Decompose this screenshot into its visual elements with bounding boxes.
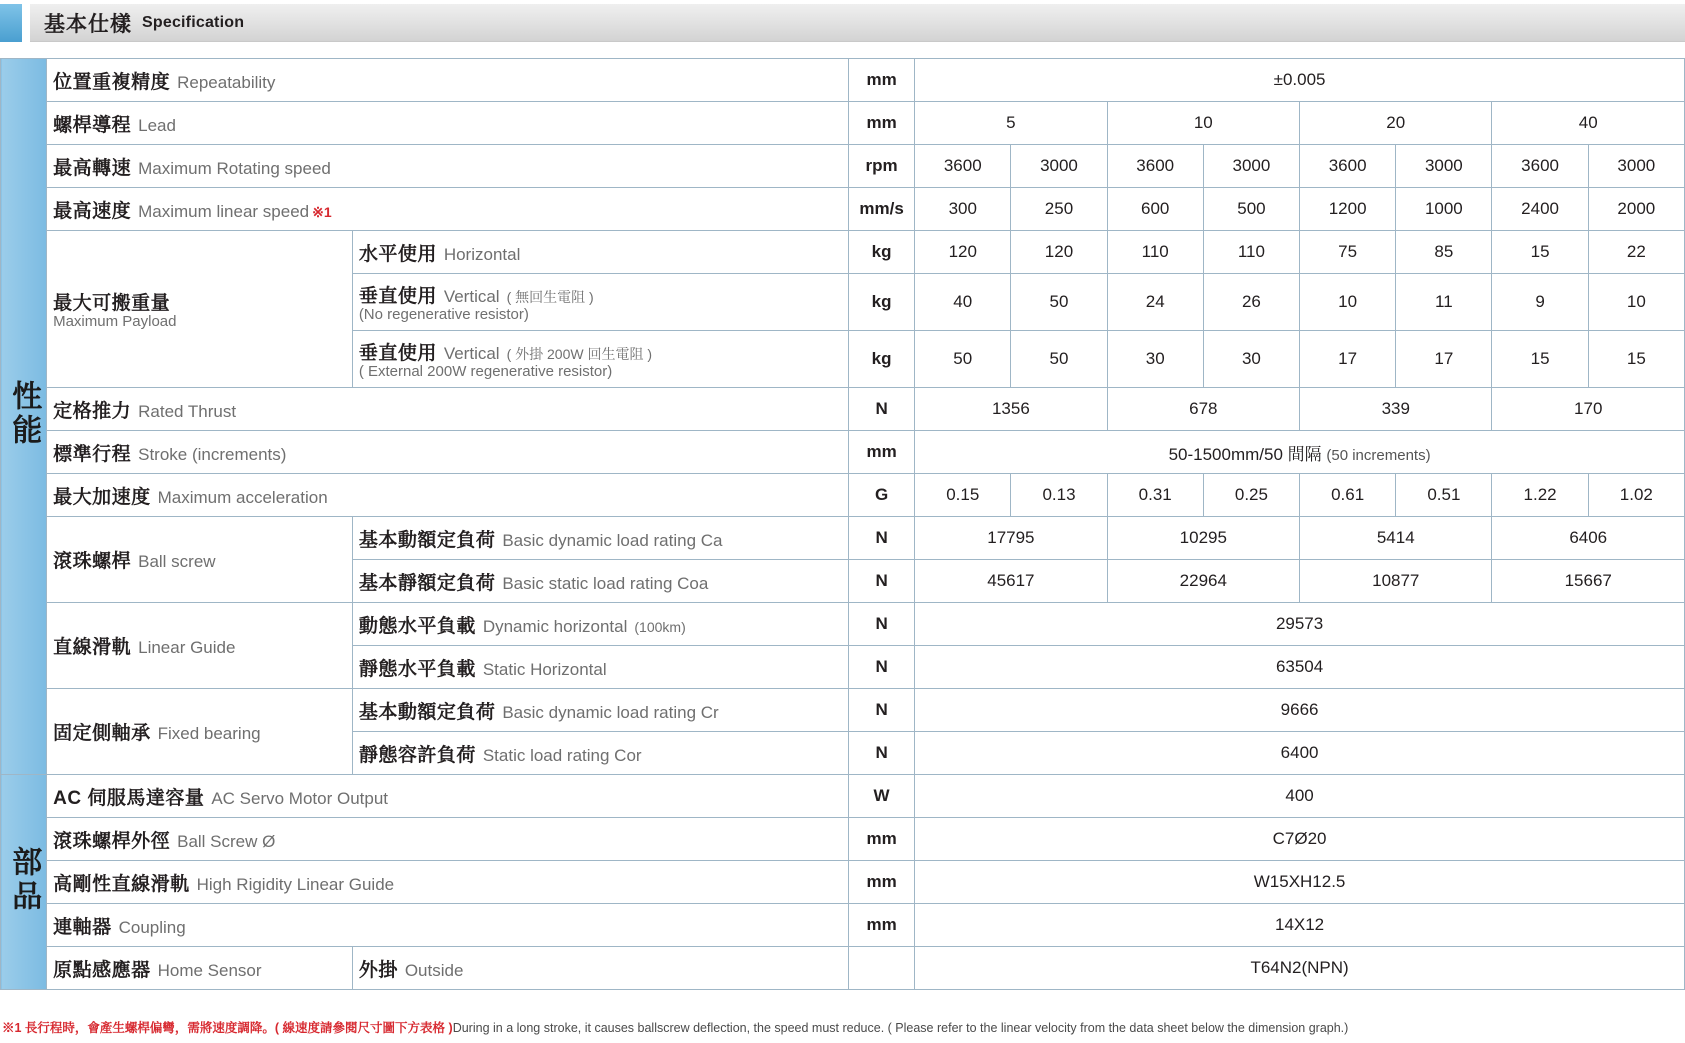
row-unit-bearing-cr: N (849, 689, 915, 732)
row-value: 15 (1492, 331, 1588, 388)
row-value: 6406 (1492, 517, 1685, 560)
row-value: 250 (1011, 188, 1107, 231)
row-value: 1000 (1396, 188, 1492, 231)
specification-table (0, 58, 1685, 990)
row-value: 170 (1492, 388, 1685, 431)
row-label-ball-screw (47, 517, 353, 603)
row-label-cn: 最大加速度 (53, 486, 151, 508)
row-value-stroke (915, 431, 1685, 474)
row-value: 50 (915, 331, 1011, 388)
row-value: 85 (1396, 231, 1492, 274)
group-header-components-label: 部品 (7, 845, 41, 914)
row-label-fixed-bearing (47, 689, 353, 775)
row-label-home-sensor-type (352, 947, 848, 990)
row-label-rated-thrust (47, 388, 849, 431)
row-value: W15XH12.5 (915, 861, 1685, 904)
row-label-en-sub: (100km) (634, 618, 686, 635)
row-label-en: Vertical (443, 287, 500, 306)
row-label-cn: 標準行程 (53, 443, 132, 465)
row-value: 63504 (915, 646, 1685, 689)
row-value: 10 (1300, 274, 1396, 331)
row-unit-max-linear-speed: mm/s (849, 188, 915, 231)
row-value: 30 (1107, 331, 1203, 388)
row-value-stroke-main: 50-1500mm/50 間隔 (1168, 444, 1322, 464)
row-label-cn: 滾珠螺桿 (53, 551, 132, 572)
row-label-max-payload (47, 231, 353, 388)
row-label-en: Fixed bearing (157, 724, 261, 743)
row-label-ballscrew-coa (352, 560, 848, 603)
row-label-cn: 外掛 (358, 959, 398, 981)
row-label-en: Outside (404, 960, 464, 980)
row-label-max-rotating-speed (47, 145, 849, 188)
row-label-max-linear-speed (47, 188, 849, 231)
row-value: 9666 (915, 689, 1685, 732)
row-label-en: Static load rating Cor (482, 745, 642, 765)
row-value: 2400 (1492, 188, 1588, 231)
row-value: 3000 (1588, 145, 1684, 188)
row-label-servo-motor (47, 775, 849, 818)
row-label-cn: 連軸器 (53, 916, 112, 938)
row-unit-linearguide-dynamic: N (849, 603, 915, 646)
footnote-cn: ※1 長行程時，會產生螺桿偏彎，需將速度調降。( 線速度請參閱尺寸圖下方表格 ) (2, 1021, 453, 1036)
row-label-cn: 靜態容許負荷 (358, 744, 476, 766)
row-label-cn: 靜態水平負載 (358, 658, 476, 680)
row-value: 400 (915, 775, 1685, 818)
row-value: 3600 (915, 145, 1011, 188)
table-row (1, 231, 1685, 274)
row-value: 26 (1203, 274, 1299, 331)
row-label-en: Dynamic horizontal (482, 616, 628, 636)
row-label-en: Coupling (118, 917, 186, 937)
row-unit-payload-horizontal: kg (849, 231, 915, 274)
row-value: 5414 (1300, 517, 1492, 560)
title-body (30, 4, 1685, 42)
row-value: 3600 (1300, 145, 1396, 188)
row-label-ballscrew-ca (352, 517, 848, 560)
table-row (1, 818, 1685, 861)
row-label-payload-vertical-extregen (352, 331, 848, 388)
row-value: 15 (1588, 331, 1684, 388)
row-unit-max-rotating-speed: rpm (849, 145, 915, 188)
row-label-cn: 基本動額定負荷 (358, 701, 496, 723)
row-value: 2000 (1588, 188, 1684, 231)
row-label-en: Basic dynamic load rating Ca (502, 530, 723, 550)
row-label-en: Basic dynamic load rating Cr (502, 702, 719, 722)
row-value: 0.15 (915, 474, 1011, 517)
row-value: 17 (1300, 331, 1396, 388)
row-label-cn: 最高速度 (53, 200, 132, 222)
row-label-coupling (47, 904, 849, 947)
row-label-cn: AC 伺服馬達容量 (53, 787, 205, 809)
row-value: 45617 (915, 560, 1107, 603)
row-label-cn: 高剛性直線滑軌 (53, 873, 190, 895)
row-label-en: Lead (138, 115, 176, 135)
row-label-en-paren: ( External 200W regenerative resistor) (358, 363, 613, 380)
row-label-linearguide-dynamic (352, 603, 848, 646)
row-label-en: Ball Screw Ø (177, 831, 276, 851)
specification-table-wrapper (0, 58, 1685, 990)
table-row (1, 102, 1685, 145)
row-label-cn-paren: ( 外掛 200W 回生電阻 ) (506, 346, 653, 362)
row-value: 500 (1203, 188, 1299, 231)
row-value: 6400 (915, 732, 1685, 775)
table-row (1, 861, 1685, 904)
row-label-en: Vertical (443, 344, 500, 363)
row-value-lead-5: 5 (915, 102, 1107, 145)
row-value: 1200 (1300, 188, 1396, 231)
row-unit-home-sensor (849, 947, 915, 990)
row-label-bearing-cr (352, 689, 848, 732)
row-unit-lead: mm (849, 102, 915, 145)
table-row (1, 431, 1685, 474)
row-label-en: AC Servo Motor Output (211, 788, 389, 808)
row-value: 110 (1203, 231, 1299, 274)
row-label-en: Linear Guide (138, 638, 236, 657)
row-label-cn: 垂直使用 (358, 286, 437, 307)
row-label-en: Rated Thrust (138, 401, 237, 421)
row-value: 17795 (915, 517, 1107, 560)
row-unit-rated-thrust: N (849, 388, 915, 431)
title-accent-block (0, 4, 22, 42)
row-value: 1356 (915, 388, 1107, 431)
group-header-performance-label: 性能 (7, 380, 41, 448)
row-label-cn: 最大可搬重量 (53, 293, 171, 314)
table-row (1, 603, 1685, 646)
row-label-en: Home Sensor (157, 960, 262, 980)
footnote-en: During in a long stroke, it causes ballscrew deflection, the speed must reduce. ( Please refer to the linear velocity from the data sheet below the dimension graph.) (452, 1021, 1349, 1036)
row-label-cn: 基本靜額定負荷 (358, 572, 496, 594)
row-unit-bearing-cor: N (849, 732, 915, 775)
row-label-en: Stroke (increments) (138, 444, 287, 464)
row-label-cn: 基本動額定負荷 (358, 529, 496, 551)
row-label-cn: 定格推力 (53, 400, 132, 422)
section-title-cn: 基本仕樣 (44, 12, 132, 36)
row-value: 600 (1107, 188, 1203, 231)
row-label-en: High Rigidity Linear Guide (196, 874, 395, 894)
row-label-repeatability (47, 59, 849, 102)
row-label-cn: 水平使用 (358, 243, 437, 265)
row-value: 10 (1588, 274, 1684, 331)
row-value: 120 (1011, 231, 1107, 274)
row-label-max-acceleration (47, 474, 849, 517)
row-value: 1.02 (1588, 474, 1684, 517)
row-label-en: Repeatability (177, 72, 276, 92)
row-label-en: Maximum Rotating speed (138, 158, 331, 178)
row-label-en: Maximum acceleration (157, 487, 328, 507)
row-value: 0.31 (1107, 474, 1203, 517)
row-value: 300 (915, 188, 1011, 231)
row-label-cn: 螺桿導程 (53, 114, 132, 136)
row-value-repeatability: ±0.005 (915, 59, 1685, 102)
group-header-components (1, 775, 47, 990)
row-unit-servo-motor: W (849, 775, 915, 818)
table-row (1, 188, 1685, 231)
row-value: 1.22 (1492, 474, 1588, 517)
table-row (1, 517, 1685, 560)
row-unit-payload-vertical-extregen: kg (849, 331, 915, 388)
table-row (1, 947, 1685, 990)
row-unit-ballscrew-coa: N (849, 560, 915, 603)
row-value: 9 (1492, 274, 1588, 331)
row-label-en: Horizontal (443, 244, 521, 264)
row-unit-high-rigidity-guide: mm (849, 861, 915, 904)
row-value: 3000 (1203, 145, 1299, 188)
row-value: C7Ø20 (915, 818, 1685, 861)
row-label-en: Basic static load rating Coa (502, 573, 709, 593)
row-value: T64N2(NPN) (915, 947, 1685, 990)
row-label-bearing-cor (352, 732, 848, 775)
row-unit-stroke: mm (849, 431, 915, 474)
row-label-ball-screw-dia (47, 818, 849, 861)
table-row (1, 904, 1685, 947)
row-unit-ball-screw-dia: mm (849, 818, 915, 861)
row-label-high-rigidity-guide (47, 861, 849, 904)
row-unit-payload-vertical-noregen: kg (849, 274, 915, 331)
row-value: 22964 (1107, 560, 1299, 603)
row-value: 17 (1396, 331, 1492, 388)
row-value: 15 (1492, 231, 1588, 274)
row-value-stroke-sub: (50 increments) (1326, 446, 1431, 464)
row-value: 14X12 (915, 904, 1685, 947)
row-label-cn: 最高轉速 (53, 157, 132, 179)
row-value: 0.13 (1011, 474, 1107, 517)
row-label-cn: 滾珠螺桿外徑 (53, 830, 171, 852)
row-value: 0.61 (1300, 474, 1396, 517)
row-value: 30 (1203, 331, 1299, 388)
row-label-cn: 垂直使用 (358, 343, 437, 364)
title-accent-gap (22, 4, 30, 42)
row-value: 22 (1588, 231, 1684, 274)
row-label-en: Ball screw (138, 552, 216, 571)
row-label-en: Maximum Payload (53, 313, 177, 330)
table-row (1, 59, 1685, 102)
row-label-cn: 位置重複精度 (53, 71, 171, 93)
row-value: 75 (1300, 231, 1396, 274)
row-value: 15667 (1492, 560, 1685, 603)
row-value: 120 (915, 231, 1011, 274)
row-label-lead (47, 102, 849, 145)
row-value: 3000 (1011, 145, 1107, 188)
section-title-bar (0, 4, 1685, 42)
row-label-home-sensor (47, 947, 353, 990)
row-label-cn: 直線滑軌 (53, 637, 132, 658)
row-value: 110 (1107, 231, 1203, 274)
row-value: 50 (1011, 274, 1107, 331)
table-row (1, 145, 1685, 188)
table-row (1, 474, 1685, 517)
row-unit-linearguide-static: N (849, 646, 915, 689)
row-value: 3000 (1396, 145, 1492, 188)
row-value-lead-40: 40 (1492, 102, 1685, 145)
group-header-performance (1, 59, 47, 775)
row-value: 29573 (915, 603, 1685, 646)
row-value: 3600 (1492, 145, 1588, 188)
row-value: 24 (1107, 274, 1203, 331)
row-label-en-paren: (No regenerative resistor) (358, 306, 529, 323)
row-unit-max-acceleration: G (849, 474, 915, 517)
row-label-payload-horizontal (352, 231, 848, 274)
row-label-stroke (47, 431, 849, 474)
row-label-footnote-marker: ※1 (312, 203, 332, 220)
footnote (2, 1021, 1685, 1037)
row-value: 50 (1011, 331, 1107, 388)
row-label-en: Static Horizontal (482, 659, 607, 679)
row-unit-repeatability: mm (849, 59, 915, 102)
row-label-cn: 動態水平負載 (358, 615, 476, 637)
row-value-lead-10: 10 (1107, 102, 1299, 145)
section-title-en: Specification (142, 13, 245, 31)
row-value: 339 (1300, 388, 1492, 431)
table-row (1, 388, 1685, 431)
table-row (1, 775, 1685, 818)
table-row (1, 689, 1685, 732)
row-value: 0.25 (1203, 474, 1299, 517)
row-value: 10877 (1300, 560, 1492, 603)
row-value: 3600 (1107, 145, 1203, 188)
row-value-lead-20: 20 (1300, 102, 1492, 145)
row-value: 11 (1396, 274, 1492, 331)
row-label-linearguide-static (352, 646, 848, 689)
row-unit-ballscrew-ca: N (849, 517, 915, 560)
row-value: 678 (1107, 388, 1299, 431)
row-value: 10295 (1107, 517, 1299, 560)
row-label-cn-paren: ( 無回生電阻 ) (506, 289, 594, 305)
row-label-cn: 原點感應器 (53, 959, 151, 981)
row-label-payload-vertical-noregen (352, 274, 848, 331)
row-label-en: Maximum linear speed (138, 201, 310, 221)
row-label-cn: 固定側軸承 (53, 723, 151, 744)
row-unit-coupling: mm (849, 904, 915, 947)
row-value: 40 (915, 274, 1011, 331)
row-value: 0.51 (1396, 474, 1492, 517)
row-label-linear-guide (47, 603, 353, 689)
